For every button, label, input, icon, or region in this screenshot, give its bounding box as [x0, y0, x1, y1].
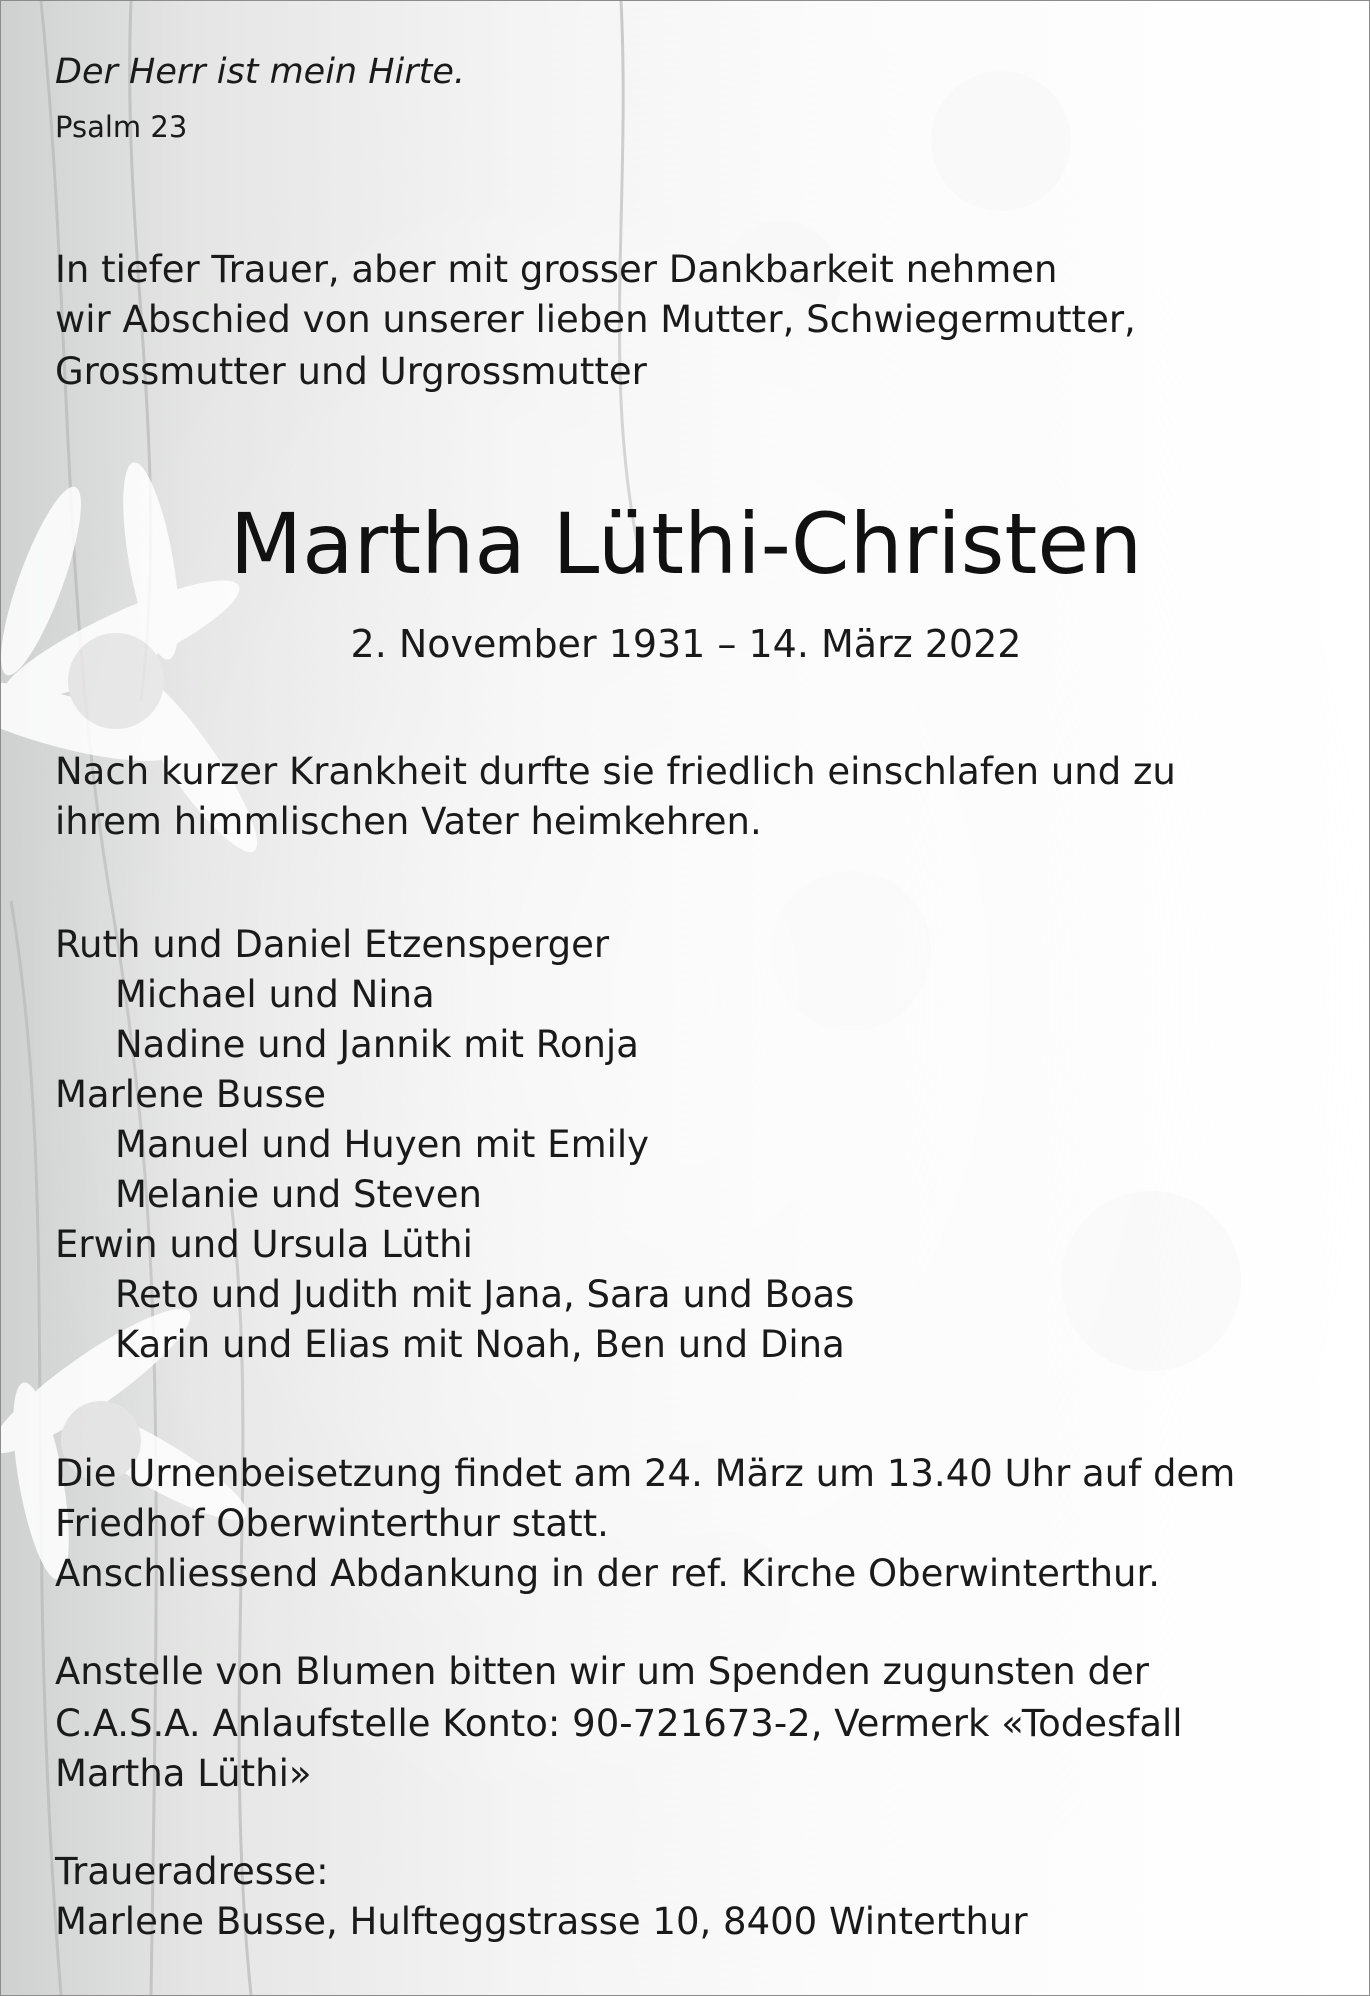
passing-line-2: ihrem himmlischen Vater heimkehren.	[55, 800, 762, 843]
ceremony-line-2: Friedhof Oberwinterthur statt.	[55, 1502, 609, 1545]
family-member: Ruth und Daniel Etzensperger	[55, 923, 610, 966]
family-list	[55, 920, 854, 1370]
obituary-text	[1, 1, 1369, 1995]
family-member: Nadine und Jannik mit Ronja	[115, 1023, 639, 1066]
donation-line-2: C.A.S.A. Anlaufstelle Konto: 90-721673-2, Vermerk «Todesfall	[55, 1702, 1183, 1745]
family-member: Michael und Nina	[115, 973, 435, 1016]
ceremony-line-3: Anschliessend Abdankung in der ref. Kirche Oberwinterthur.	[55, 1552, 1161, 1595]
intro-line-3: Grossmutter und Urgrossmutter	[55, 350, 647, 393]
family-member: Melanie und Steven	[115, 1173, 482, 1216]
donation-line-1: Anstelle von Blumen bitten wir um Spenden zugunsten der	[55, 1650, 1149, 1693]
intro-line-2: wir Abschied von unserer lieben Mutter, Schwiegermutter,	[55, 298, 1136, 341]
donation-line-3: Martha Lüthi»	[55, 1752, 312, 1795]
ceremony-line-1: Die Urnenbeisetzung findet am 24. März um 13.40 Uhr auf dem	[55, 1452, 1236, 1495]
passing-line-1: Nach kurzer Krankheit durfte sie friedlich einschlafen und zu	[55, 750, 1176, 793]
verse-reference: Psalm 23	[55, 110, 188, 144]
life-dates: 2. November 1931 – 14. März 2022	[350, 622, 1022, 666]
address-label: Traueradresse:	[55, 1850, 329, 1893]
family-member: Reto und Judith mit Jana, Sara und Boas	[115, 1273, 855, 1316]
family-member: Erwin und Ursula Lüthi	[55, 1223, 473, 1266]
family-member: Manuel und Huyen mit Emily	[115, 1123, 650, 1166]
family-member: Karin und Elias mit Noah, Ben und Dina	[115, 1323, 845, 1366]
address-text: Marlene Busse, Hulfteggstrasse 10, 8400 Winterthur	[55, 1900, 1028, 1943]
deceased-name: Martha Lüthi-Christen	[229, 495, 1143, 593]
family-member: Marlene Busse	[55, 1073, 326, 1116]
intro-line-1: In tiefer Trauer, aber mit grosser Dankbarkeit nehmen	[55, 248, 1058, 291]
bible-verse: Der Herr ist mein Hirte.	[55, 52, 466, 92]
